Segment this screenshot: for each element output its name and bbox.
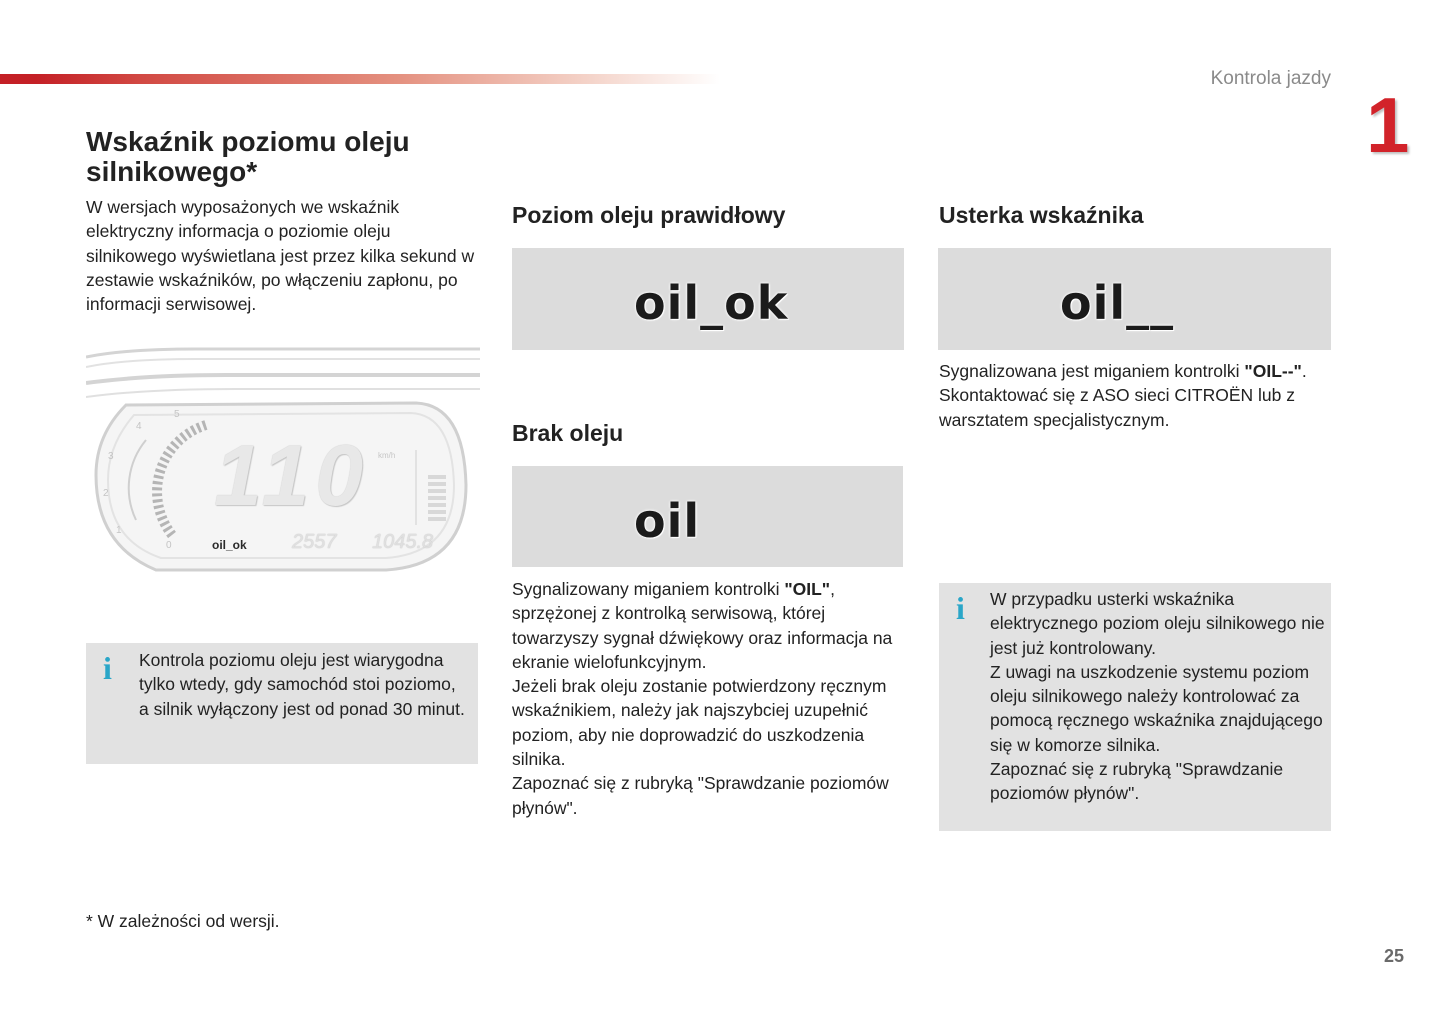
display-indicator-fault xyxy=(938,248,1331,350)
fault-description xyxy=(939,359,1334,432)
no-oil-paragraph-2: Jeżeli brak oleju zostanie potwierdzony ręcznym wskaźnikiem, należy jak najszybciej uzupełnić poziom, aby nie doprowadzić do uszkodzenia silnika. xyxy=(512,676,887,770)
page-title: Wskaźnik poziomu oleju silnikowego* xyxy=(86,126,410,187)
info-box-reliability xyxy=(86,643,478,764)
info-fault-paragraph-2: Z uwagi na uszkodzenie systemu poziom oleju silnikowego należy kontrolować za pomocą ręcznego wskaźnika znajdującego się w komorze silnika. xyxy=(990,661,1323,755)
info-icon: i xyxy=(103,650,112,686)
cluster-trip-readout: 2557 xyxy=(292,531,337,553)
info-reliability-text: Kontrola poziomu oleju jest wiarygodna tylko wtedy, gdy samochód stoi poziomo, a silnik wyłączony jest od ponad 30 minut. xyxy=(139,650,465,719)
section-label: Kontrola jazdy xyxy=(1210,68,1331,89)
cluster-oil-message: oil_ok xyxy=(212,538,247,552)
heading-no-oil: Brak oleju xyxy=(512,420,624,446)
header-accent-bar xyxy=(0,74,720,84)
fault-paragraph-1: Sygnalizowana jest miganiem kontrolki "OIL--". xyxy=(939,361,1307,381)
instrument-cluster-illustration xyxy=(86,345,480,611)
info-fault-paragraph-1: W przypadku usterki wskaźnika elektrycznego poziom oleju silnikowego nie jest już kontrolowany. xyxy=(990,589,1325,658)
display-oil-ok xyxy=(512,248,904,350)
display-fault-text: oil__ xyxy=(1060,276,1175,330)
cluster-tick-2: 2 xyxy=(103,488,109,499)
no-oil-paragraph-3: Zapoznać się z rubryką "Sprawdzanie poziomów płynów". xyxy=(512,773,889,818)
no-oil-paragraph-1: Sygnalizowany miganiem kontrolki "OIL", sprzężonej z kontrolką serwisową, której towarzyszy sygnał dźwiękowy oraz informacja na ekranie wielofunkcyjnym. xyxy=(512,579,893,672)
info-box-fault xyxy=(939,583,1331,831)
cluster-speed-unit: km/h xyxy=(378,451,396,460)
footnote: * W zależności od wersji. xyxy=(86,911,280,931)
display-oil-ok-text: oil_ok xyxy=(634,276,789,330)
cluster-tick-4: 4 xyxy=(136,421,142,432)
page-number: 25 xyxy=(1383,946,1404,966)
cluster-tick-0: 0 xyxy=(166,540,172,551)
intro-paragraph: W wersjach wyposażonych we wskaźnik elektryczny informacja o poziomie oleju silnikowego wyświetlana jest przez kilka sekund w zestawie wskaźników, po włączeniu zapłonu, po informacji serwisowej. xyxy=(86,197,475,315)
info-fault-paragraph-3: Zapoznać się z rubryką "Sprawdzanie poziomów płynów". xyxy=(990,759,1284,804)
cluster-tick-3: 3 xyxy=(108,451,114,462)
fault-paragraph-2: Skontaktować się z ASO sieci CITROËN lub z warsztatem specjalistycznym. xyxy=(939,385,1295,430)
info-icon: i xyxy=(956,590,965,626)
cluster-speed-readout: 110 xyxy=(214,428,370,524)
cluster-tick-5: 5 xyxy=(174,409,180,420)
display-no-oil xyxy=(512,466,903,567)
cluster-tick-1: 1 xyxy=(116,525,122,536)
cluster-odometer-readout: 1045.8 xyxy=(372,531,434,553)
display-no-oil-text: oil xyxy=(634,494,701,548)
chapter-number: 1 xyxy=(1366,81,1410,169)
no-oil-description xyxy=(512,577,904,820)
heading-indicator-fault: Usterka wskaźnika xyxy=(939,202,1144,228)
heading-oil-ok: Poziom oleju prawidłowy xyxy=(512,202,786,228)
